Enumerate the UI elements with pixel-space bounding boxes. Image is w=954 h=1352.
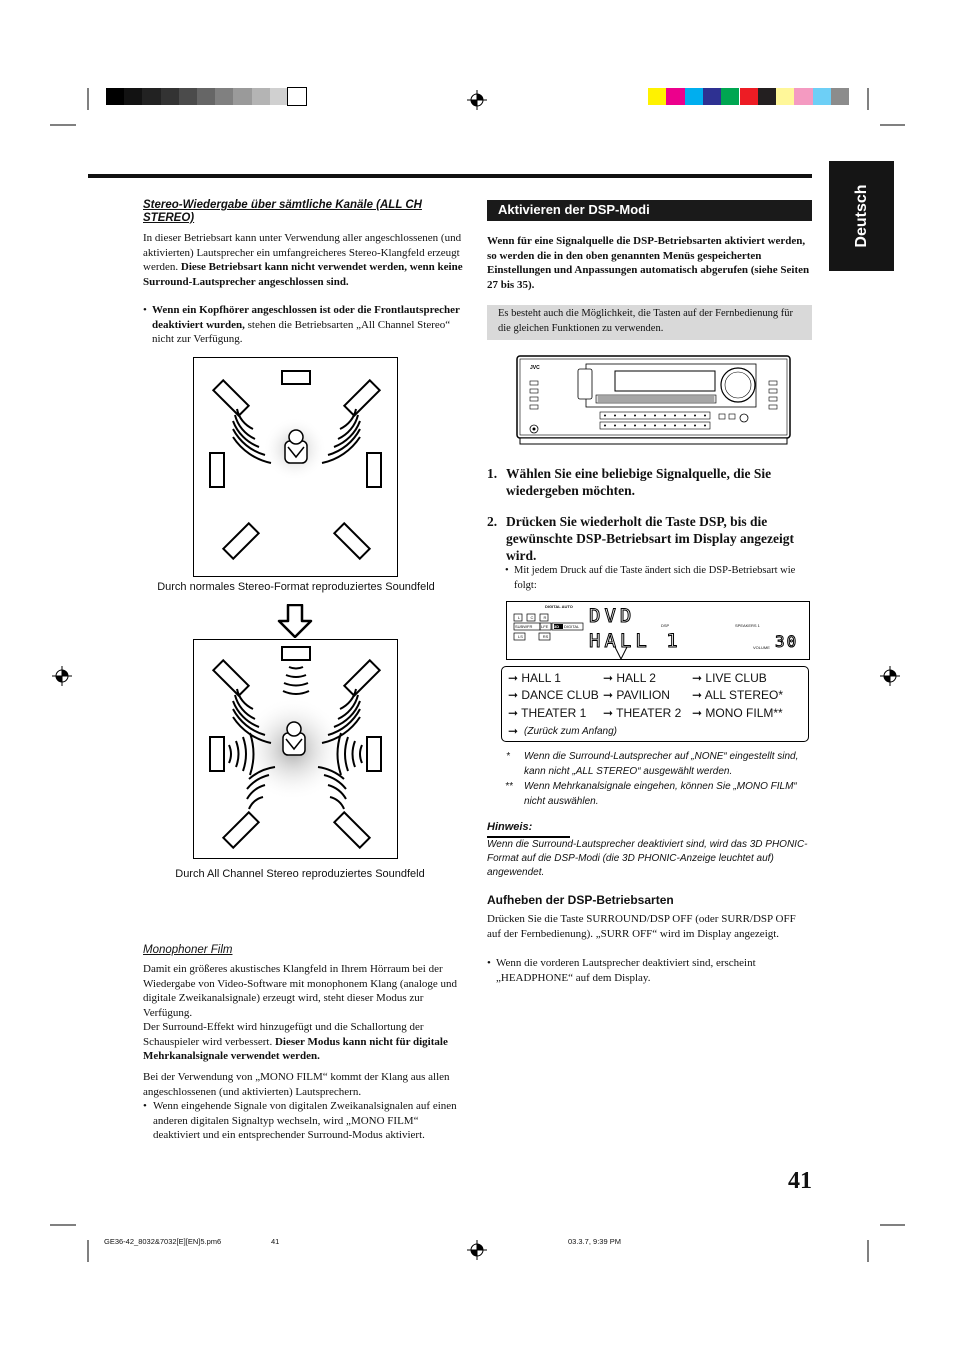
brand-logo: JVC [530,365,540,371]
arrow-icon: ➞ [508,724,519,738]
speakers-indicator: SPEAKERS 1 [735,623,760,628]
section-title-mono-film: Monophoner Film [143,944,233,956]
dsp-mode-label: PAVILION [616,688,670,702]
ch-ls-indicator: LS [518,634,523,639]
footnote-1-mark: * [506,751,510,762]
section-title-all-ch-stereo: Stereo-Wiedergabe über sämtliche Kanäle (ALL CH STEREO) [143,199,422,224]
bullet-bold-text: Wenn ein Kopfhörer angeschlossen ist oder die Frontlautsprecher deaktiviert wurden, [152,304,460,331]
color-swatch [740,88,758,105]
bullet-text: stehen die Betriebsarten „All Channel Stereo“ nicht zur Verfügung. [152,318,451,345]
dsp-mode-label: LIVE CLUB [705,671,767,685]
bullet-text: Wenn die vorderen Lautsprecher deaktiviert sind, erscheint „HEADPHONE“ auf dem Display. [496,957,756,984]
dsp-mode-item [603,706,681,720]
arrow-icon: ➞ [692,671,706,685]
gray-swatch [233,88,251,105]
dsp-mode-label: THEATER 1 [521,706,587,720]
paragraph-mono-film [143,962,468,1064]
dsp-mode-label: HALL 2 [616,671,656,685]
dsp-mode-item [603,688,670,702]
top-rule [88,174,812,178]
dsp-mode-item [508,671,561,685]
color-swatch [648,88,666,105]
footer-filename: GE36-42_8032&7032[E][EN]5.pm6 [104,1237,222,1246]
receiver-front-panel [516,355,791,447]
gray-swatch [197,88,215,105]
color-swatch [703,88,721,105]
down-arrow-icon [277,604,313,638]
remote-note-box [487,305,812,340]
dsp-mode-label: HALL 1 [521,671,561,685]
arrow-icon: ➞ [692,706,706,720]
paragraph-text: Der Surround-Effekt wird hinzugefügt und die Schallortung der Schauspieler wird verbessert. [143,1021,424,1048]
ch-c-indicator: C [530,615,534,620]
gray-swatch [124,88,142,105]
footer-date: 03.3.7, 9:39 PM [568,1237,621,1246]
bullet-dot: • [143,1100,147,1112]
remote-note-text: Es besteht auch die Möglichkeit, die Tasten auf der Fernbedienung für die gleichen Funktionen zu verwenden. [498,308,794,334]
color-swatch [666,88,684,105]
arrow-icon: ➞ [508,671,522,685]
dsp-mode-item [692,706,783,720]
paragraph-bold-text: Diese Betriebsart kann nicht verwendet werden, wenn keine Surround-Lautsprecher angeschlossen sind. [143,261,463,288]
bullet-dot: • [505,565,509,576]
step-2-number: 2. [487,514,498,529]
display-source-line: DVD [589,605,636,627]
ch-rs-indicator: RS [542,634,549,639]
bullet-dot: • [487,957,491,969]
cancel-dsp-paragraph: Drücken Sie die Taste SURROUND/DSP OFF (oder SURR/DSP OFF auf der Fernbedienung). „SURR OFF“ wird im Display angezeigt. [487,913,796,940]
digital-indicator: DIGITAL [564,624,580,629]
dsp-mode-item [692,688,783,702]
bullet-dot: • [143,304,147,316]
color-swatch [831,88,849,105]
paragraph-text: Damit ein größeres akustisches Klangfeld in Ihrem Hörraum bei der Wiedergabe von Video-Software mit monophonem Klang (analoge und digitale Zweikanalsignale) erzeugt wird, steht dieser Modus zur Verfügung. [143,963,458,1019]
dsp-display-panel [506,601,810,660]
dsp-mode-label: MONO FILM** [705,706,783,720]
step-1-number: 1. [487,466,498,481]
gray-swatch [106,88,124,105]
bullet-headphone [143,303,465,347]
hinweis-title: Hinweis: [487,821,533,833]
arrow-icon: ➞ [603,688,617,702]
ch-r-indicator: R [543,615,547,620]
dsp-indicator: DSP [661,623,670,628]
color-swatch [776,88,794,105]
dsp-mode-item [508,688,599,702]
gray-swatch [252,88,270,105]
cancel-dsp-bullet [487,956,812,985]
sub-heading-cancel-dsp: Aufheben der DSP-Betriebsarten [487,893,674,907]
gray-swatch [288,88,306,105]
footnote-2: Wenn Mehrkanalsignale eingehen, können Sie „MONO FILM“ nicht auswählen. [524,781,797,807]
display-mode-line: HALL 1 [589,630,682,652]
paragraph-mono-film-speakers: Bei der Verwendung von „MONO FILM“ kommt der Klang aus allen angeschlossenen (und aktivierten) Lautsprechern. [143,1071,450,1098]
soundfield-diagram-stereo [193,357,398,577]
display-volume-value: 30 [775,632,799,651]
digital-auto-indicator: DIGITAL AUTO [545,604,573,609]
color-swatch [685,88,703,105]
paragraph-text: In dieser Betriebsart kann unter Verwendung aller angeschlossenen (und aktivierten) Lautsprecher ein umfangreicheres Stereo-Klangfeld erzeugt werden. [143,232,462,273]
gray-swatch [142,88,160,105]
page-number: 41 [788,1168,812,1194]
subwfr-indicator: SUBWFR [515,624,533,629]
side-tab-label: Deutsch [852,184,870,248]
side-language-tab [829,161,894,271]
dsp-mode-label: ALL STEREO* [704,688,783,702]
dsp-mode-item [603,671,656,685]
step-2-bullet [505,564,811,593]
gray-swatch [179,88,197,105]
paragraph-all-ch-stereo [143,231,465,289]
gray-swatch [161,88,179,105]
caption-all-channel: Durch All Channel Stereo reproduziertes Soundfeld [175,868,425,880]
dsp-mode-cycle-box [501,666,809,742]
soundfield-diagram-all-channel [193,639,398,859]
heading-bar [487,200,812,221]
step-1-text: Wählen Sie eine beliebige Signalquelle, die Sie wiedergeben möchten. [506,466,772,498]
dsp-mode-item [508,706,586,720]
arrow-icon: ➞ [692,688,705,702]
footer-page: 41 [271,1237,280,1246]
ch-l-indicator: L [517,615,521,620]
intro-paragraph: Wenn für eine Signalquelle die DSP-Betriebsarten aktiviert werden, so werden die in den oben genannten Menüs gespeicherten Einstellungen und Anpassungen automatisch abgerufen (siehe Seiten 27 bis 35). [487,235,810,291]
footnote-1: Wenn die Surround-Lautsprecher auf „NONE“ eingestellt sind, kann nicht „ALL STEREO“ ausgewählt werden. [524,751,799,777]
gray-swatch [215,88,233,105]
three-d-indicator: 3D [554,624,560,629]
dsp-mode-label: DANCE CLUB [521,688,599,702]
caption-stereo: Durch normales Stereo-Format reproduziertes Soundfeld [157,581,435,593]
bullet-text: Wenn eingehende Signale von digitalen Zweikanalsignalen auf einen anderen digitalen Signaltyp wechseln, wird „MONO FILM“ deaktiviert und ein entsprechender Surround-Modus aktiviert. [153,1100,457,1141]
bullet-mono-film [143,1099,468,1143]
color-swatch [794,88,812,105]
lfe-indicator: LFE [541,624,549,629]
volume-label: VOLUME [753,645,770,650]
hinweis-text: Wenn die Surround-Lautsprecher deaktiviert sind, wird das 3D PHONIC-Format auf die DSP-Modi (die 3D PHONIC-Anzeige leuchtet auf) angewendet. [487,839,808,878]
back-to-start-label: (Zurück zum Anfang) [524,726,617,737]
dsp-mode-label: THEATER 2 [616,706,682,720]
dsp-mode-item [692,671,767,685]
bullet-text: Mit jedem Druck auf die Taste ändert sich die DSP-Betriebsart wie folgt: [514,565,796,591]
color-swatch [758,88,776,105]
arrow-icon: ➞ [508,688,522,702]
arrow-icon: ➞ [508,706,522,720]
step-2-text: Drücken Sie wiederholt die Taste DSP, bis die gewünschte DSP-Betriebsart im Display angezeigt wird. [506,514,794,563]
paragraph-bold-text: Dieser Modus kann nicht für digitale Mehrkanalsignale verwendet werden. [143,1035,448,1062]
arrow-icon: ➞ [603,671,617,685]
color-swatch [721,88,739,105]
footnote-2-mark: ** [505,781,513,792]
color-swatch [813,88,831,105]
gray-swatch [270,88,288,105]
arrow-icon: ➞ [603,706,617,720]
section-heading-dsp: Aktivieren der DSP-Modi [498,202,650,217]
